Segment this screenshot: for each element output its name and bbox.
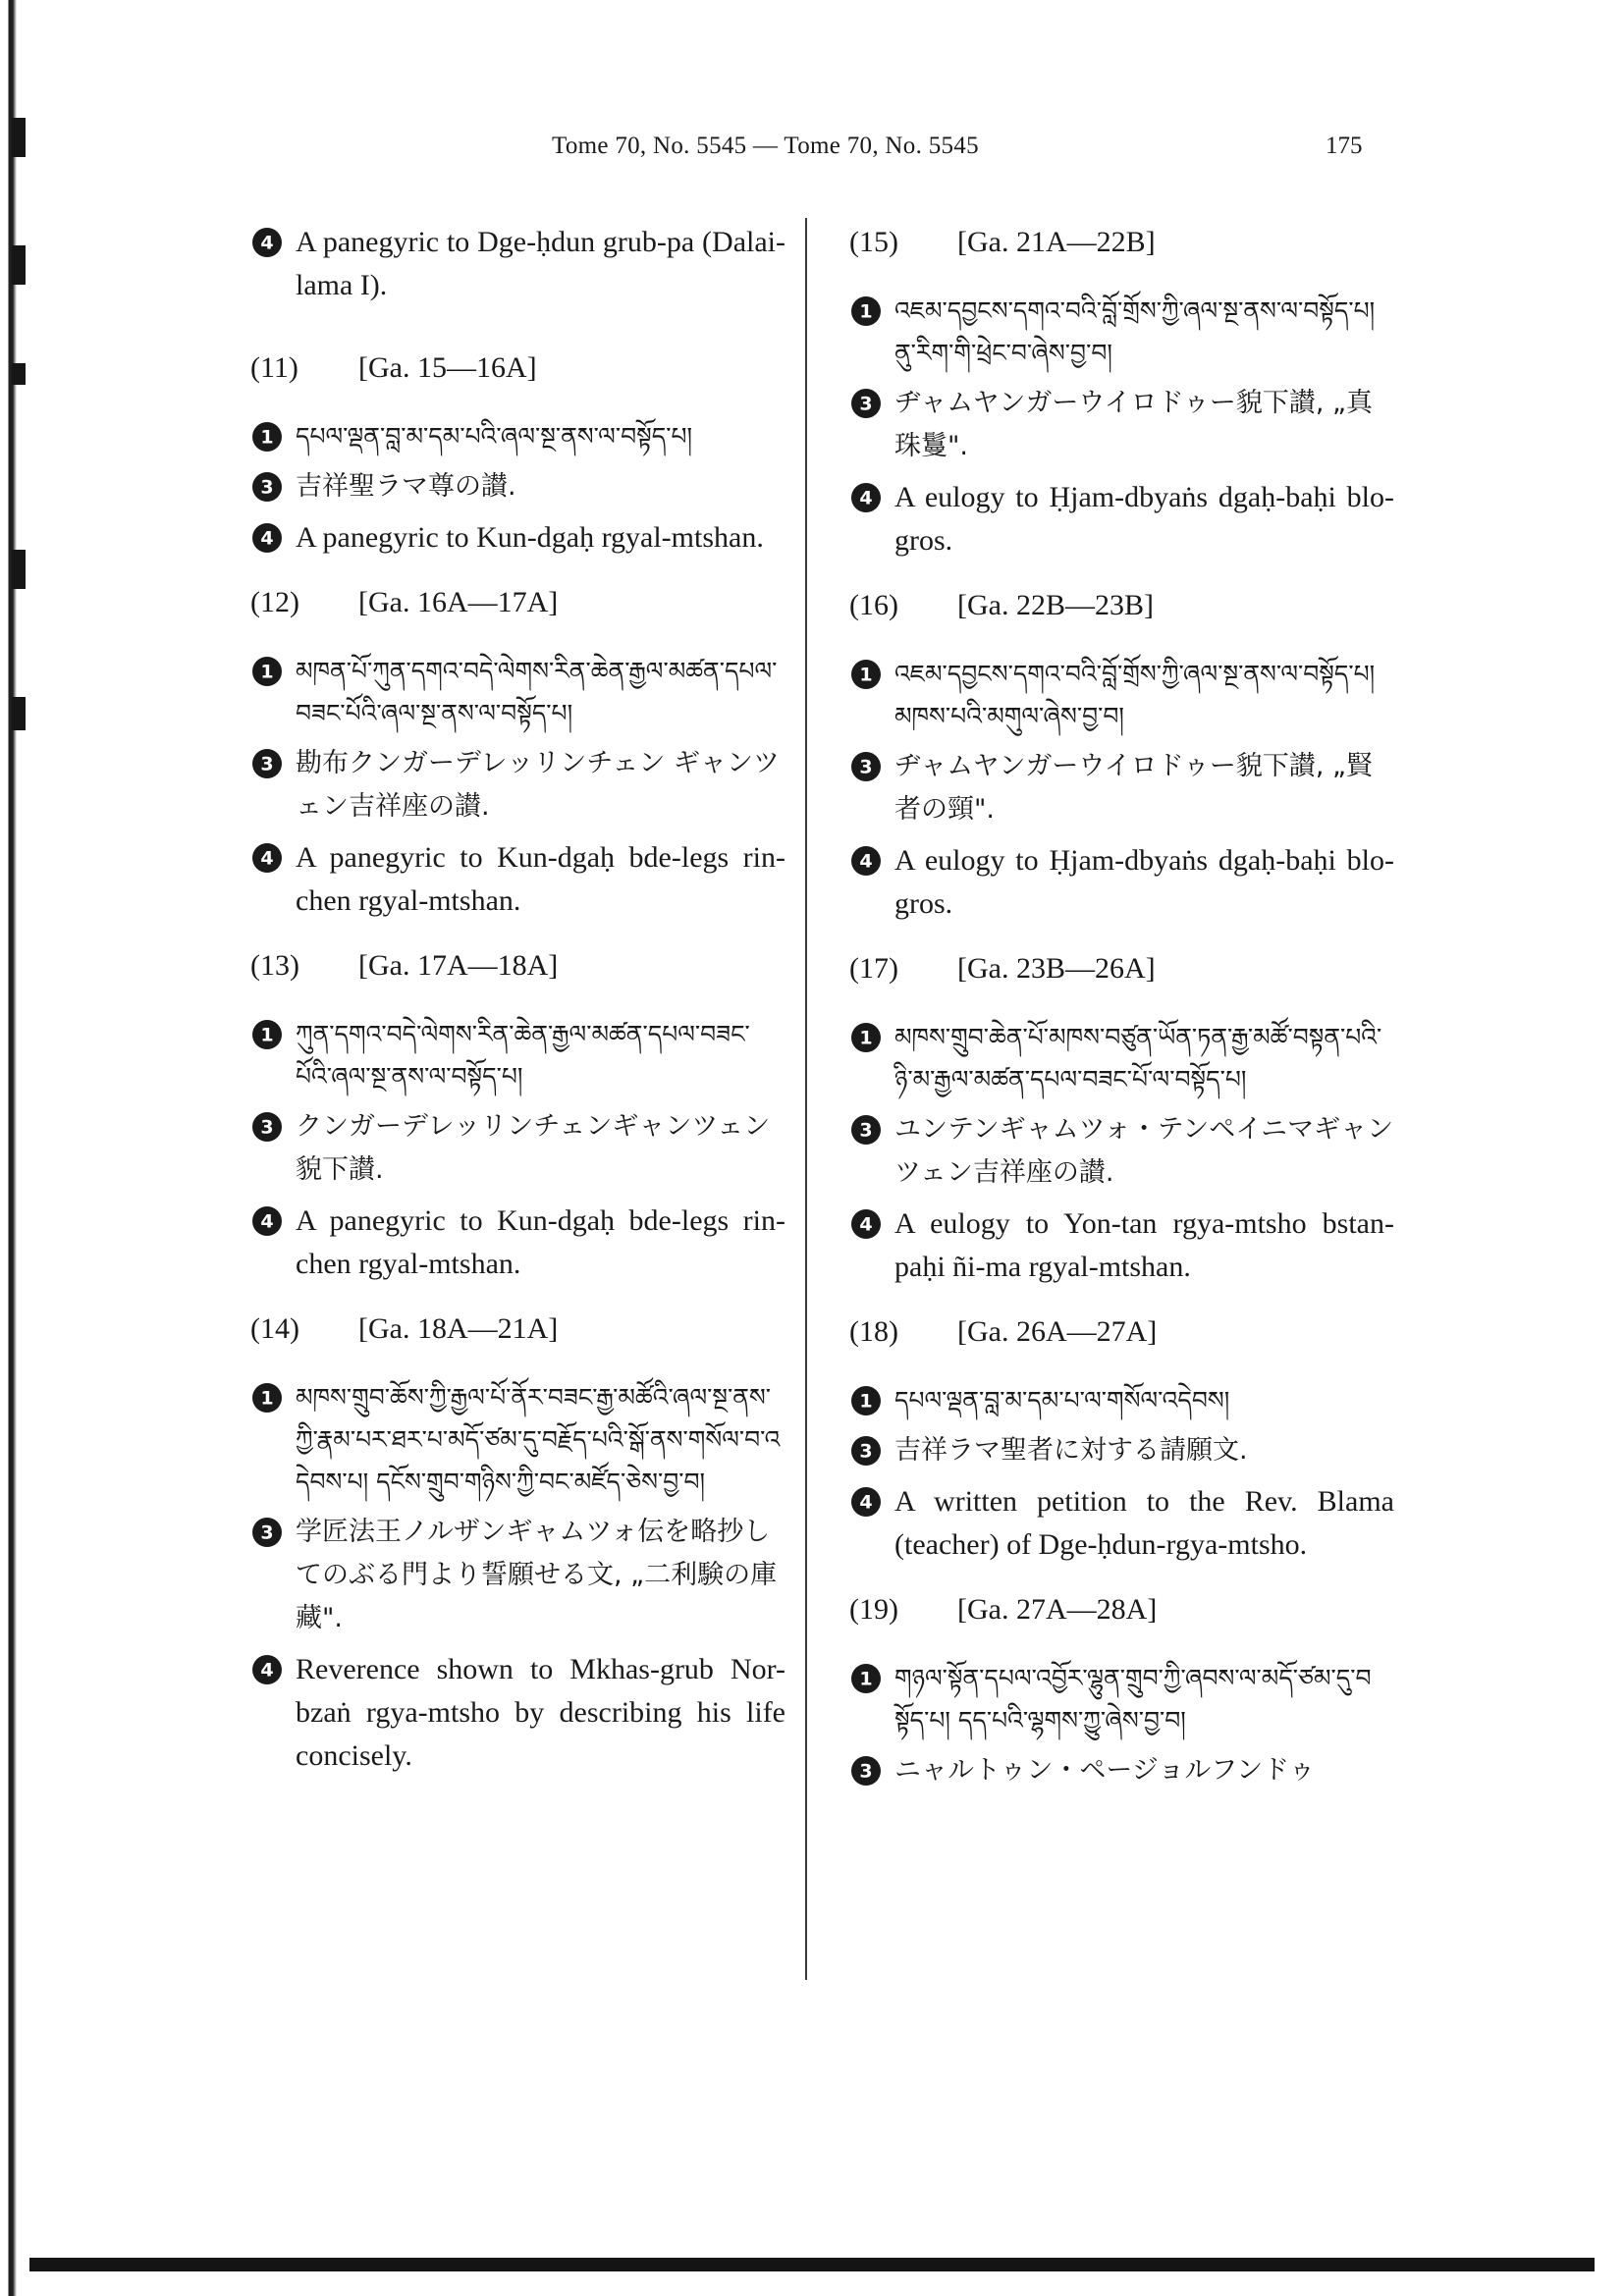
circled-number-icon: [849, 1384, 883, 1417]
page-bottom-edge: [29, 2258, 1595, 2271]
tibetan-title: མཁན་པོ་ཀུན་དགའ་བདེ་ལེགས་རིན་ཆེན་རྒྱལ་མཚན་དཔལ་བཟང་པོའི་ཞལ་སྔ་ནས་ལ་བསྟོད་པ།: [296, 657, 778, 727]
svg-text:4: 4: [859, 850, 873, 873]
japanese-line: [849, 1749, 1394, 1792]
english-line: [849, 1202, 1394, 1289]
entry-number: (12): [250, 586, 299, 618]
svg-text:1: 1: [859, 1390, 873, 1413]
svg-text:3: 3: [260, 476, 274, 499]
folio-reference: [Ga. 21A—22B]: [957, 226, 1156, 258]
circled-number-icon: [849, 481, 883, 514]
japanese-translation: ヂャムヤンガーウイロドゥー貌下讃, „真珠鬘".: [894, 388, 1374, 461]
tibetan-line: [250, 650, 785, 734]
circled-number-icon: [250, 521, 284, 555]
running-title: Tome 70, No. 5545 — Tome 70, No. 5545: [552, 133, 979, 159]
tibetan-title: ཀུན་དགའ་བདེ་ལེགས་རིན་ཆེན་རྒྱལ་མཚན་དཔལ་བཟང་པོའི་ཞལ་སྔ་ནས་ལ་བསྟོད་པ།: [296, 1020, 750, 1091]
svg-text:1: 1: [859, 1027, 873, 1049]
catalog-entry: [250, 581, 785, 923]
circled-number-icon: [849, 1021, 883, 1054]
japanese-line: [250, 465, 785, 508]
svg-text:1: 1: [260, 426, 274, 449]
svg-text:3: 3: [260, 1116, 274, 1139]
tibetan-title: འཇམ་དབྱངས་དགའ་བའི་བློ་གྲོས་ཀྱི་ཞལ་སྔ་ནས་ལ་བསྟོད་པ། མཁས་པའི་མགུལ་ཞེས་བྱ་བ།: [894, 660, 1376, 730]
binding-edge: [0, 0, 26, 2296]
japanese-line: [849, 382, 1394, 468]
left-column: [250, 221, 785, 1799]
binding-mark: [12, 363, 26, 385]
circled-number-icon: [849, 1207, 883, 1241]
circled-number-icon: [849, 750, 883, 783]
entry-heading: [849, 221, 1394, 264]
circled-number-icon: [250, 747, 284, 780]
circled-number-icon: [250, 420, 284, 454]
folio-reference: [Ga. 26A—27A]: [957, 1315, 1158, 1348]
tibetan-line: [849, 1657, 1394, 1741]
svg-text:3: 3: [859, 756, 873, 778]
svg-text:1: 1: [859, 300, 873, 323]
page-number: 175: [1326, 133, 1363, 159]
binding-mark: [12, 697, 26, 730]
catalog-entry: [849, 584, 1394, 926]
entry-heading: [849, 1588, 1394, 1631]
english-line: [250, 221, 785, 307]
japanese-translation: ユンテンギャムツォ・テンペイニマギャンツェン吉祥座の讃.: [894, 1114, 1394, 1188]
circled-number-icon: [250, 470, 284, 504]
entry-heading: [849, 584, 1394, 627]
svg-text:1: 1: [859, 664, 873, 686]
english-line: [250, 516, 785, 560]
folio-reference: [Ga. 23B—26A]: [957, 952, 1156, 985]
japanese-line: [849, 745, 1394, 831]
circled-number-icon: [250, 1018, 284, 1051]
svg-text:3: 3: [260, 1522, 274, 1544]
entry-heading: [250, 347, 785, 390]
tibetan-title: དཔལ་ལྡན་བླ་མ་དམ་པ་ལ་གསོལ་འདེབས།: [894, 1386, 1230, 1415]
svg-text:4: 4: [260, 527, 274, 550]
catalog-entry: [250, 347, 785, 560]
circled-number-icon: [849, 294, 883, 328]
english-line: [849, 1480, 1394, 1567]
english-translation: A panegyric to Kun-dgaḥ bde-legs rin-chen rgyal-mtshan.: [296, 841, 785, 917]
english-translation: A panegyric to Dge-ḥdun grub-pa (Dalai-lama I).: [296, 226, 785, 301]
folio-reference: [Ga. 18A—21A]: [358, 1312, 559, 1345]
circled-number-icon: [250, 1204, 284, 1238]
english-translation: A eulogy to Ḥjam-dbyaṅs dgaḥ-baḥi blo-gros.: [894, 844, 1394, 920]
entry-heading: [250, 1308, 785, 1351]
english-translation: A panegyric to Kun-dgaḥ bde-legs rin-chen rgyal-mtshan.: [296, 1204, 785, 1280]
english-line: [250, 1200, 785, 1286]
svg-text:4: 4: [260, 1659, 274, 1682]
japanese-line: [250, 742, 785, 828]
tibetan-title: གཉལ་སྟོན་དཔལ་འབྱོར་ལྷུན་གྲུབ་ཀྱི་ཞབས་ལ་མདོ་ཙམ་དུ་བསྟོད་པ། དད་པའི་ལྷགས་ཀྱུ་ཞེས་བྱ་བ།: [894, 1664, 1372, 1735]
svg-text:3: 3: [859, 393, 873, 415]
entry-number: (15): [849, 226, 898, 258]
japanese-line: [250, 1511, 785, 1640]
japanese-line: [849, 1108, 1394, 1195]
circled-number-icon: [849, 387, 883, 420]
continued-entry: [250, 221, 785, 307]
tibetan-line: [849, 290, 1394, 374]
circled-number-icon: [250, 1653, 284, 1686]
japanese-translation: 吉祥ラマ聖者に対する請願文.: [894, 1435, 1248, 1466]
entry-number: (11): [250, 351, 298, 384]
column-divider: [805, 218, 807, 1980]
circled-number-icon: [849, 844, 883, 878]
english-line: [250, 1648, 785, 1778]
english-line: [849, 476, 1394, 562]
tibetan-title: འཇམ་དབྱངས་དགའ་བའི་བློ་གྲོས་ཀྱི་ཞལ་སྔ་ནས་ལ་བསྟོད་པ། ནུ་རིག་གི་ཕྲེང་བ་ཞེས་བྱ་བ།: [894, 296, 1376, 367]
circled-number-icon: [849, 1485, 883, 1519]
english-translation: A written petition to the Rev. Blama (teacher) of Dge-ḥdun-rgya-mtsho.: [894, 1485, 1394, 1561]
svg-text:4: 4: [859, 487, 873, 509]
circled-number-icon: [250, 841, 284, 875]
svg-text:4: 4: [260, 1210, 274, 1233]
entry-number: (14): [250, 1312, 299, 1345]
folio-reference: [Ga. 16A—17A]: [358, 586, 559, 618]
english-line: [250, 836, 785, 923]
tibetan-title: མཁས་གྲུབ་ཆེན་པོ་མཁས་བཙུན་ཡོན་ཏན་རྒྱ་མཚོ་བསྟན་པའི་ཉི་མ་རྒྱལ་མཚན་དཔལ་བཟང་པོ་ལ་བསྟོད་པ།: [894, 1023, 1382, 1094]
folio-reference: [Ga. 27A—28A]: [957, 1593, 1158, 1626]
svg-text:1: 1: [260, 1024, 274, 1046]
folio-reference: [Ga. 17A—18A]: [358, 949, 559, 982]
folio-reference: [Ga. 22B—23B]: [957, 589, 1154, 621]
entry-heading: [250, 581, 785, 624]
circled-number-icon: [849, 658, 883, 691]
circled-number-icon: [250, 1110, 284, 1144]
circled-number-icon: [849, 1754, 883, 1788]
english-translation: A panegyric to Kun-dgaḥ rgyal-mtshan.: [296, 521, 764, 554]
circled-number-icon: [849, 1662, 883, 1695]
svg-text:3: 3: [859, 1440, 873, 1463]
circled-number-icon: [250, 655, 284, 688]
svg-text:4: 4: [260, 232, 274, 254]
japanese-translation: ヂャムヤンガーウイロドゥー貌下讃, „賢者の頸".: [894, 751, 1374, 825]
entry-heading: [250, 944, 785, 988]
circled-number-icon: [849, 1113, 883, 1147]
circled-number-icon: [250, 226, 284, 259]
tibetan-title: དཔལ་ལྡན་བླ་མ་དམ་པའི་ཞལ་སྔ་ནས་ལ་བསྟོད་པ།: [296, 422, 693, 451]
tibetan-line: [250, 1376, 785, 1503]
catalog-entry: [849, 1588, 1394, 1792]
svg-text:1: 1: [260, 1387, 274, 1410]
catalog-entry: [849, 1310, 1394, 1567]
japanese-line: [250, 1105, 785, 1192]
svg-text:4: 4: [859, 1491, 873, 1514]
binding-mark: [12, 245, 26, 285]
folio-reference: [Ga. 15—16A]: [358, 351, 537, 384]
svg-text:1: 1: [859, 1668, 873, 1690]
tibetan-title: མཁས་གྲུབ་ཆོས་ཀྱི་རྒྱལ་པོ་ནོར་བཟང་རྒྱ་མཚོའི་ཞལ་སྔ་ནས་ཀྱི་རྣམ་པར་ཐར་པ་མདོ་ཙམ་དུ་བརྗོད་པའི་སྒོ་ནས་གསོལ་བ་འདེབས་པ། དངོས་གྲུབ་གཉིས་ཀྱི་བང་མཛོད་ཅེས་བྱ་བ།: [296, 1383, 781, 1496]
japanese-translation: 吉祥聖ラマ尊の讃.: [296, 471, 516, 502]
circled-number-icon: [250, 1381, 284, 1415]
svg-text:4: 4: [859, 1213, 873, 1236]
catalog-entry: [849, 221, 1394, 562]
tibetan-line: [250, 1013, 785, 1097]
svg-text:1: 1: [260, 661, 274, 683]
entry-heading: [849, 1310, 1394, 1354]
entry-number: (13): [250, 949, 299, 982]
tibetan-line: [849, 1379, 1394, 1421]
catalog-entry: [250, 1308, 785, 1778]
japanese-translation: 勘布クンガーデレッリンチェン ギャンツェン吉祥座の讃.: [296, 748, 780, 822]
japanese-translation: クンガーデレッリンチェンギャンツェン貌下讃.: [296, 1111, 771, 1185]
page-header: [0, 133, 1624, 172]
right-column: [849, 221, 1394, 1814]
catalog-entry: [849, 947, 1394, 1289]
tibetan-line: [250, 415, 785, 457]
circled-number-icon: [250, 1516, 284, 1549]
svg-text:3: 3: [859, 1760, 873, 1783]
circled-number-icon: [849, 1434, 883, 1468]
japanese-translation: 学匠法王ノルザンギャムツォ伝を略抄してのぶる門より誓願せる文, „二利験の庫藏".: [296, 1517, 778, 1633]
japanese-translation: ニャルトゥン・ページョルフンドゥ: [894, 1755, 1316, 1786]
english-translation: A eulogy to Yon-tan rgya-mtsho bstan-paḥi ñi-ma rgyal-mtshan.: [894, 1207, 1394, 1283]
english-translation: Reverence shown to Mkhas-grub Nor-bzaṅ rgya-mtsho by describing his life concisely.: [296, 1653, 785, 1772]
entry-heading: [849, 947, 1394, 990]
japanese-line: [849, 1429, 1394, 1472]
english-line: [849, 839, 1394, 926]
svg-text:3: 3: [260, 753, 274, 775]
entry-number: (16): [849, 589, 898, 621]
english-translation: A eulogy to Ḥjam-dbyaṅs dgaḥ-baḥi blo-gros.: [894, 481, 1394, 557]
entry-number: (18): [849, 1315, 898, 1348]
entry-number: (19): [849, 1593, 898, 1626]
tibetan-line: [849, 653, 1394, 737]
catalog-entry: [250, 944, 785, 1286]
svg-text:4: 4: [260, 847, 274, 870]
tibetan-line: [849, 1016, 1394, 1100]
entry-number: (17): [849, 952, 898, 985]
binding-mark: [12, 550, 26, 589]
svg-text:3: 3: [859, 1119, 873, 1142]
